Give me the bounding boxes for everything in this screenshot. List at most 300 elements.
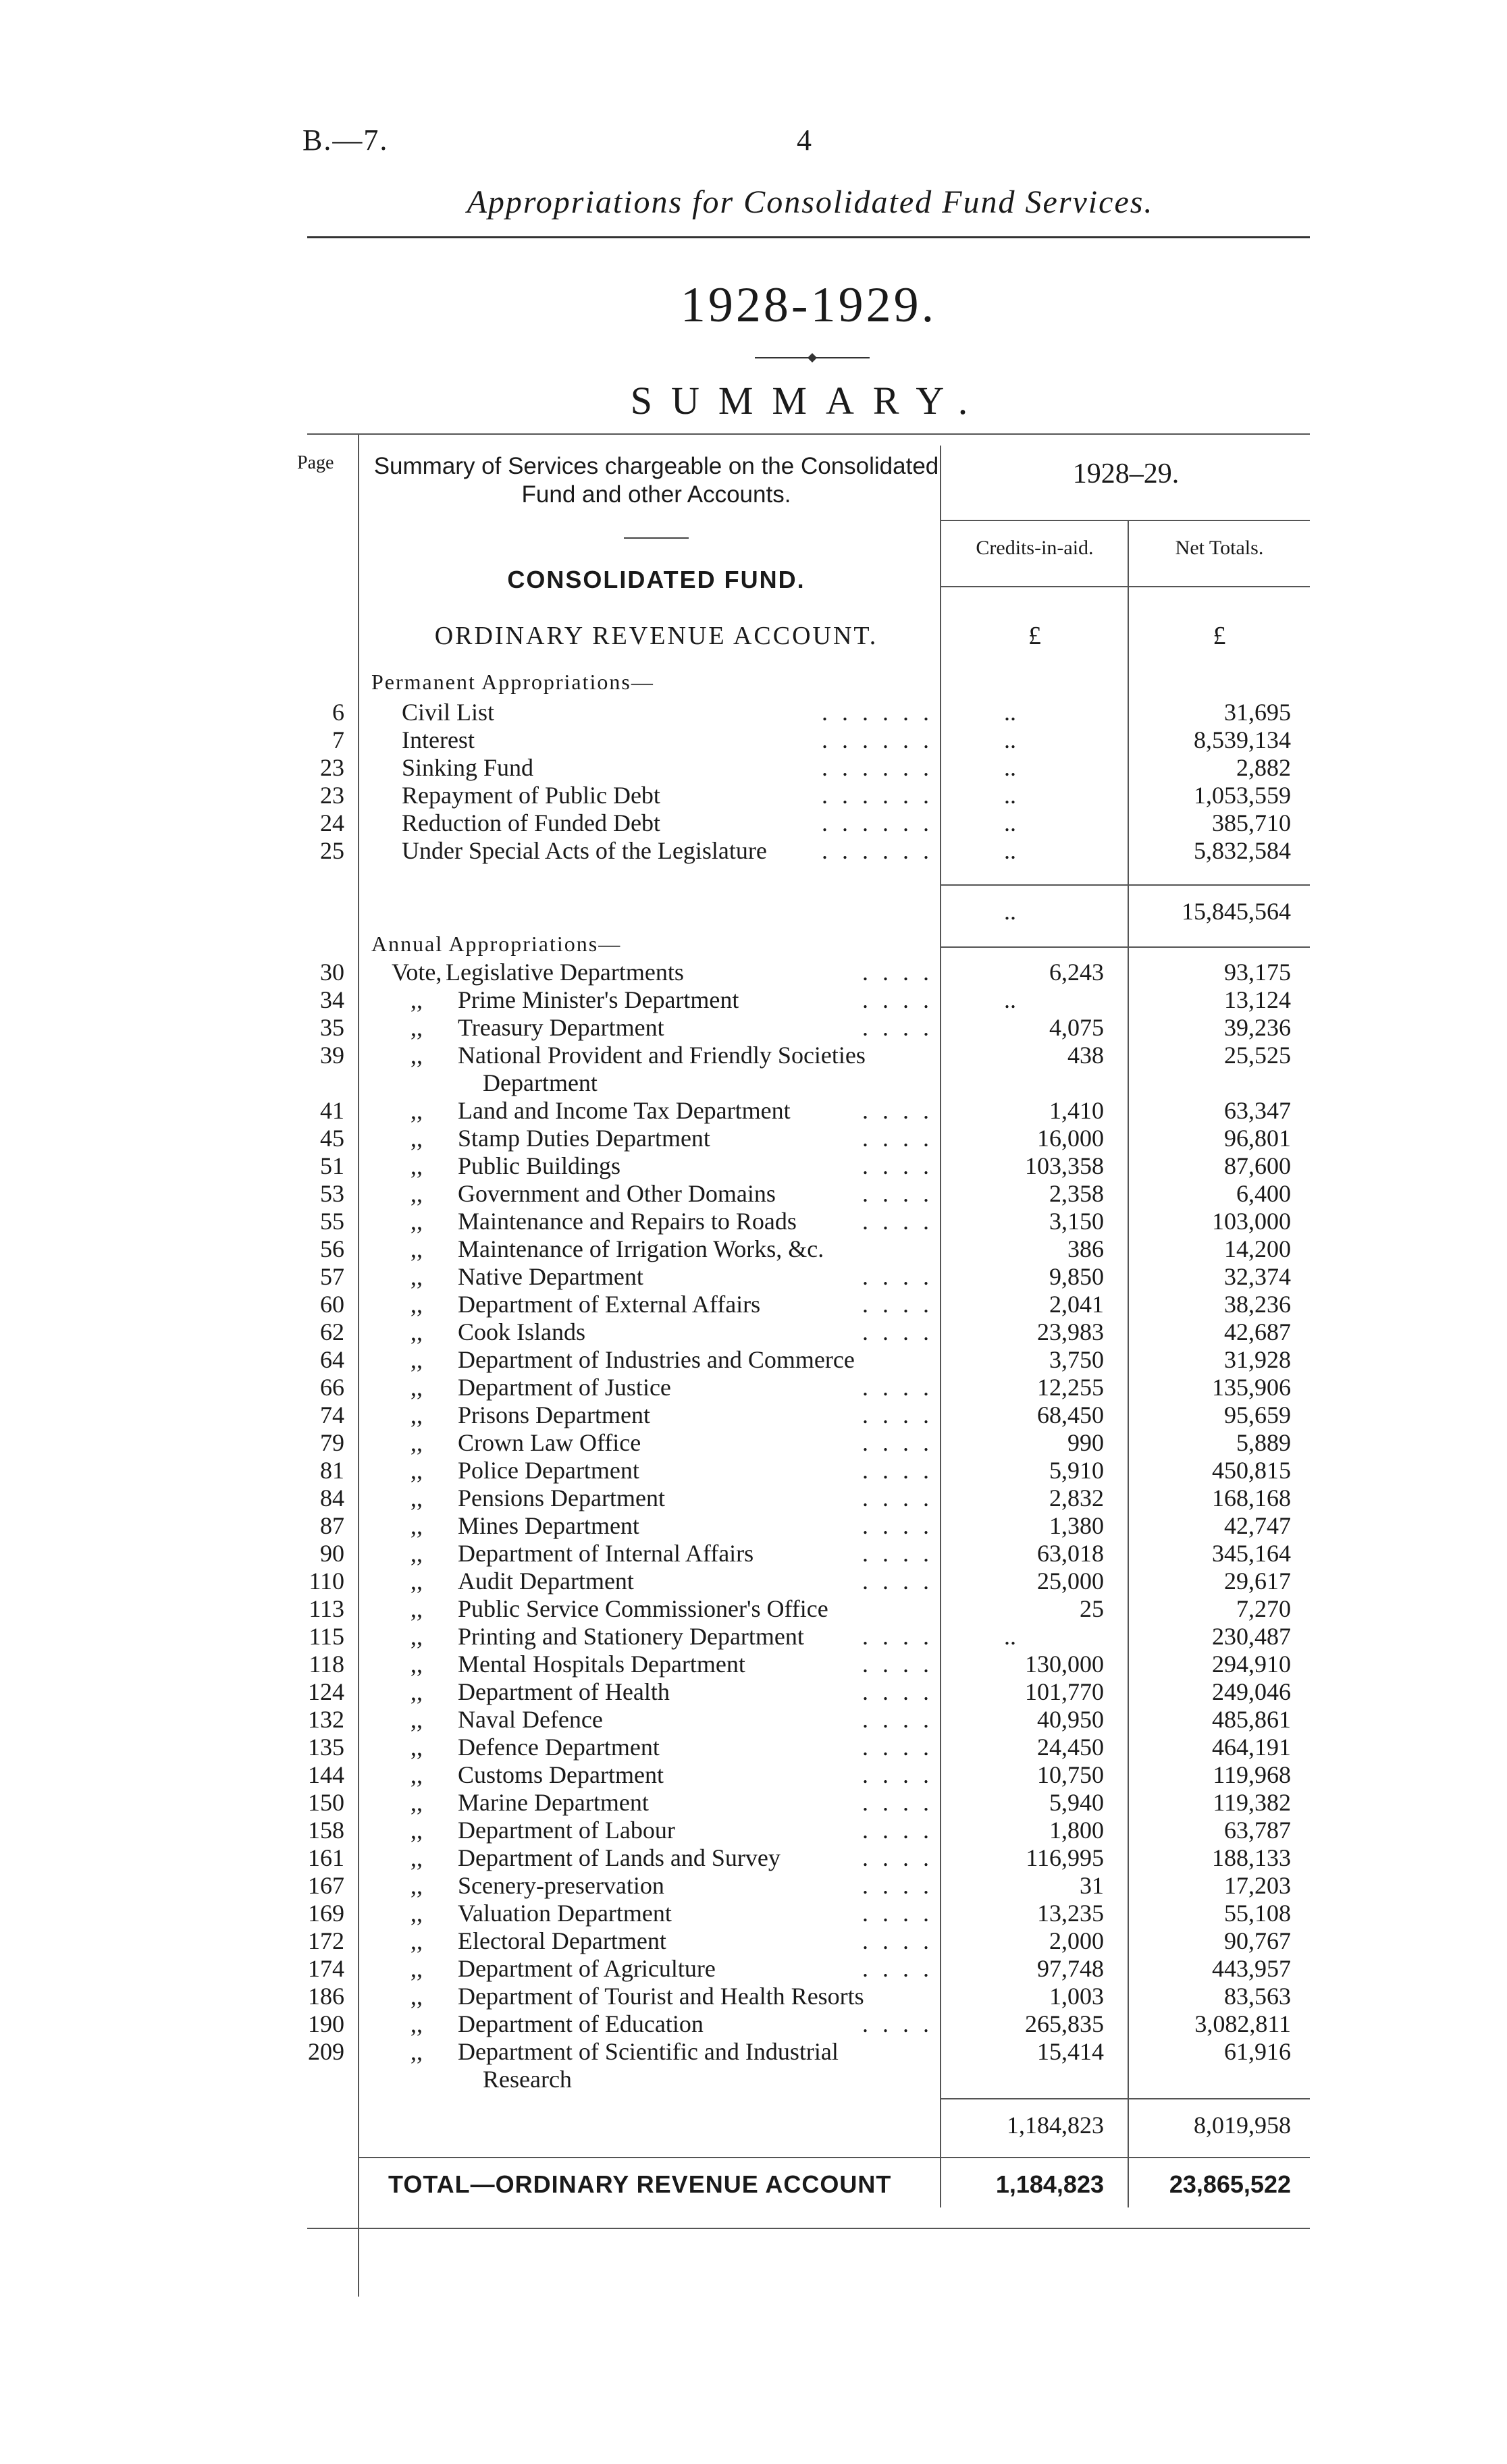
row-page: 167 [308,1872,344,1899]
row-description: Reduction of Funded Debt [402,809,660,836]
year-heading: 1928-1929. [680,277,937,333]
table-row [0,1457,1507,1484]
row-net: 464,191 [1212,1734,1291,1761]
credits-column-header: Credits-in-aid. [976,537,1094,559]
annual-subtotal-net: 8,019,958 [1194,2112,1291,2139]
ditto-mark: ,, [411,1761,423,1788]
row-net: 345,164 [1212,1540,1291,1567]
ditto-mark: ,, [411,1512,423,1539]
row-description: Department of Scientific and Industrial [458,2038,839,2065]
net-currency: £ [1213,622,1226,650]
row-credits: 990 [1067,1429,1104,1456]
table-row [0,1291,1507,1318]
annual-subtotal [0,2112,1507,2139]
row-net: 31,928 [1224,1346,1291,1373]
row-credits: 13,235 [1037,1900,1104,1927]
row-page: 24 [320,809,344,836]
row-description-continued: Research [483,2066,572,2093]
ditto-mark: ,, [411,1540,423,1567]
ditto-mark: ,, [411,986,423,1013]
ditto-mark: ,, [411,1872,423,1899]
row-credits: 116,995 [1026,1844,1104,1871]
row-leader-dots: . . . . [862,1429,933,1456]
row-description: Marine Department [458,1789,649,1816]
total-label: TOTAL—ORDINARY REVENUE ACCOUNT [388,2170,892,2198]
row-net: 188,133 [1212,1844,1291,1871]
row-net: 385,710 [1212,809,1291,836]
row-page: 118 [309,1651,344,1678]
description-heading: Summary of Services chargeable on the Consolidated Fund and other Accounts. [373,453,939,508]
row-page: 87 [320,1512,344,1539]
row-leader-dots: . . . . [862,1401,933,1428]
row-leader-dots: . . . . . . [822,699,933,726]
row-net: 294,910 [1212,1651,1291,1678]
row-leader-dots: . . . . [862,1678,933,1705]
row-net: 83,563 [1224,1983,1291,2010]
table-row [0,1678,1507,1706]
row-credits: .. [1004,699,1016,726]
table-row [0,1927,1507,1955]
annual-start-rule [940,946,1310,948]
row-description: Government and Other Domains [458,1180,776,1207]
row-page: 56 [320,1235,344,1262]
total-rule [358,2157,1310,2158]
row-leader-dots: . . . . [862,2010,933,2037]
row-description: Department of External Affairs [458,1291,761,1318]
row-page: 35 [320,1014,344,1041]
row-net: 1,053,559 [1194,782,1291,809]
row-page: 30 [320,959,344,986]
row-net: 25,525 [1224,1042,1291,1069]
row-description: Public Buildings [458,1152,621,1179]
row-description: Public Service Commissioner's Office [458,1595,828,1622]
row-net: 29,617 [1224,1568,1291,1595]
row-leader-dots: . . . . [862,1457,933,1484]
ditto-mark: ,, [411,2010,423,2037]
row-credits: 1,380 [1049,1512,1104,1539]
ditto-mark: ,, [411,1235,423,1262]
ditto-mark: ,, [411,1955,423,1982]
ditto-mark: ,, [411,1291,423,1318]
row-page: 62 [320,1318,344,1345]
table-row [0,1872,1507,1900]
row-leader-dots: . . . . [862,1734,933,1761]
row-leader-dots: . . . . [862,1844,933,1871]
row-credits: .. [1004,837,1016,864]
row-description: Defence Department [458,1734,660,1761]
row-net: 17,203 [1224,1872,1291,1899]
row-net: 8,539,134 [1194,726,1291,753]
table-row [0,1235,1507,1263]
row-description: Department of Lands and Survey [458,1844,781,1871]
row-credits: 6,243 [1049,959,1104,986]
table-row [0,726,1507,754]
row-credits: 103,358 [1025,1152,1104,1179]
permanent-subtotal [0,898,1507,926]
row-credits: 9,850 [1049,1263,1104,1290]
ditto-mark: ,, [411,1208,423,1235]
row-leader-dots: . . . . [862,959,933,986]
row-leader-dots: . . . . [862,1872,933,1899]
table-top-rule [307,433,1310,435]
row-description: Valuation Department [458,1900,672,1927]
row-credits: .. [1004,782,1016,809]
ditto-mark: ,, [411,1318,423,1345]
row-page: 74 [320,1401,344,1428]
row-page: 110 [309,1568,344,1595]
row-credits: 23,983 [1037,1318,1104,1345]
fund-heading: CONSOLIDATED FUND. [507,566,805,593]
row-net: 119,968 [1213,1761,1291,1788]
row-page: 7 [332,726,344,753]
row-net: 249,046 [1212,1678,1291,1705]
row-net: 168,168 [1212,1484,1291,1511]
row-page: 23 [320,782,344,809]
row-description: Treasury Department [458,1014,664,1041]
row-page: 161 [308,1844,344,1871]
ditto-mark: ,, [411,1457,423,1484]
row-credits: 3,750 [1049,1346,1104,1373]
table-row [0,1651,1507,1678]
row-description: Naval Defence [458,1706,603,1733]
row-leader-dots: . . . . [862,1512,933,1539]
ditto-mark: ,, [411,1983,423,2010]
row-description: Maintenance of Irrigation Works, &c. [458,1235,824,1262]
row-description: Police Department [458,1457,639,1484]
table-row [0,1374,1507,1401]
ditto-mark: ,, [411,1401,423,1428]
period-rule [940,520,1310,521]
row-description: Audit Department [458,1568,634,1595]
row-leader-dots: . . . . [862,1374,933,1401]
row-description: Mental Hospitals Department [458,1651,745,1678]
ditto-mark: ,, [411,1097,423,1124]
row-page: 172 [308,1927,344,1954]
row-leader-dots: . . . . [862,1568,933,1595]
ditto-mark: ,, [411,1014,423,1041]
table-row [0,809,1507,837]
permanent-subtotal-rule [940,884,1310,886]
row-description: Electoral Department [458,1927,666,1954]
row-leader-dots: . . . . [862,1706,933,1733]
page-column-label: Page [297,452,334,473]
row-description: Department of Tourist and Health Resorts [458,1983,864,2010]
row-description: Legislative Departments [446,959,684,986]
short-rule [624,537,689,539]
row-description: Printing and Stationery Department [458,1623,804,1650]
row-net: 6,400 [1236,1180,1291,1207]
table-row [0,1346,1507,1374]
row-description-continued: Department [483,1069,598,1096]
row-net: 14,200 [1224,1235,1291,1262]
period-heading: 1928–29. [1072,458,1180,489]
row-credits: 2,000 [1049,1927,1104,1954]
row-credits: 16,000 [1037,1125,1104,1152]
row-description: Interest [402,726,475,753]
row-description: Department of Health [458,1678,670,1705]
page-title: Appropriations for Consolidated Fund Services. [467,184,1154,220]
row-description: Department of Justice [458,1374,671,1401]
permanent-subtotal-net: 15,845,564 [1182,898,1291,925]
table-row [0,782,1507,809]
row-net: 5,889 [1236,1429,1291,1456]
row-description: Native Department [458,1263,643,1290]
row-credits: 40,950 [1037,1706,1104,1733]
row-credits: 5,940 [1049,1789,1104,1816]
row-description: Cook Islands [458,1318,585,1345]
row-net: 5,832,584 [1194,837,1291,864]
permanent-subtotal-credits: .. [1004,898,1016,925]
document-code: B.—7. [302,124,389,157]
row-credits: 68,450 [1037,1401,1104,1428]
table-row [0,1955,1507,1983]
table-row [0,1983,1507,2010]
row-page: 132 [308,1706,344,1733]
row-leader-dots: . . . . [862,1540,933,1567]
row-description: Department of Internal Affairs [458,1540,754,1567]
summary-heading: SUMMARY. [630,379,987,423]
row-credits: 386 [1067,1235,1104,1262]
ditto-mark: ,, [411,1817,423,1844]
table-row [0,986,1507,1014]
row-description: Pensions Department [458,1484,665,1511]
page-number: 4 [797,124,812,157]
row-credits: 1,410 [1049,1097,1104,1124]
row-net: 63,347 [1224,1097,1291,1124]
row-credits: .. [1004,726,1016,753]
ditto-mark: ,, [411,1789,423,1816]
ornament-divider-icon [755,351,870,365]
row-net: 63,787 [1224,1817,1291,1844]
row-net: 96,801 [1224,1125,1291,1152]
annual-heading: Annual Appropriations— [371,932,622,956]
row-leader-dots: . . . . [862,1761,933,1788]
table-bottom-rule [307,2228,1310,2229]
row-description: Customs Department [458,1761,664,1788]
row-net: 230,487 [1212,1623,1291,1650]
row-leader-dots: . . . . [862,1263,933,1290]
ditto-mark: ,, [411,1429,423,1456]
row-page: 84 [320,1484,344,1511]
table-row [0,1014,1507,1042]
ditto-mark: ,, [411,1900,423,1927]
row-credits: 2,041 [1049,1291,1104,1318]
row-net: 31,695 [1224,699,1291,726]
row-page: 57 [320,1263,344,1290]
row-description: Scenery-preservation [458,1872,664,1899]
row-page: 60 [320,1291,344,1318]
row-credits: 63,018 [1037,1540,1104,1567]
total-credits: 1,184,823 [995,2170,1104,2198]
vote-prefix: Vote, [392,959,442,986]
row-page: 150 [308,1789,344,1816]
table-row [0,1761,1507,1789]
table-row [0,1844,1507,1872]
credits-currency: £ [1028,622,1041,650]
table-row [0,1789,1507,1817]
row-page: 39 [320,1042,344,1069]
table-row [0,1568,1507,1595]
row-credits: .. [1004,986,1016,1013]
row-leader-dots: . . . . [862,1291,933,1318]
row-credits: .. [1004,754,1016,781]
ditto-mark: ,, [411,1927,423,1954]
row-page: 115 [309,1623,344,1650]
table-row [0,1512,1507,1540]
ditto-mark: ,, [411,1595,423,1622]
row-page: 25 [320,837,344,864]
row-credits: 1,800 [1049,1817,1104,1844]
row-page: 90 [320,1540,344,1567]
row-description: Stamp Duties Department [458,1125,710,1152]
row-leader-dots: . . . . . . [822,754,933,781]
table-row [0,754,1507,782]
row-net: 443,957 [1212,1955,1291,1982]
table-row [0,1125,1507,1152]
row-page: 81 [320,1457,344,1484]
row-description: Department of Industries and Commerce [458,1346,855,1373]
table-row [0,2010,1507,2038]
table-row [0,1208,1507,1235]
table-row [0,1484,1507,1512]
row-leader-dots: . . . . . . [822,782,933,809]
row-description: National Provident and Friendly Societies [458,1042,866,1069]
row-description: Mines Department [458,1512,639,1539]
row-net: 119,382 [1213,1789,1291,1816]
row-page: 186 [308,1983,344,2010]
row-description: Civil List [402,699,495,726]
row-leader-dots: . . . . [862,1152,933,1179]
ditto-mark: ,, [411,1678,423,1705]
row-credits: 31 [1080,1872,1104,1899]
table-row [0,1817,1507,1844]
row-credits: 438 [1067,1042,1104,1069]
table-row [0,1263,1507,1291]
row-credits: 1,003 [1049,1983,1104,2010]
row-description: Department of Agriculture [458,1955,716,1982]
table-row [0,1097,1507,1125]
row-credits: 24,450 [1037,1734,1104,1761]
row-page: 158 [308,1817,344,1844]
table-row [0,699,1507,726]
row-leader-dots: . . . . . . [822,809,933,836]
row-credits: 12,255 [1037,1374,1104,1401]
row-page: 209 [308,2038,344,2065]
row-leader-dots: . . . . [862,1651,933,1678]
total-net: 23,865,522 [1169,2170,1291,2198]
ditto-mark: ,, [411,1844,423,1871]
row-credits: 2,358 [1049,1180,1104,1207]
row-page: 169 [308,1900,344,1927]
row-leader-dots: . . . . [862,1789,933,1816]
ditto-mark: ,, [411,1651,423,1678]
row-leader-dots: . . . . [862,1208,933,1235]
row-page: 45 [320,1125,344,1152]
row-description: Under Special Acts of the Legislature [402,837,767,864]
row-net: 7,270 [1236,1595,1291,1622]
row-credits: 25,000 [1037,1568,1104,1595]
row-net: 93,175 [1224,959,1291,986]
row-leader-dots: . . . . . . [822,837,933,864]
row-leader-dots: . . . . [862,1318,933,1345]
row-leader-dots: . . . . [862,1125,933,1152]
table-row [0,1900,1507,1927]
row-net: 61,916 [1224,2038,1291,2065]
row-net: 95,659 [1224,1401,1291,1428]
row-leader-dots: . . . . [862,986,933,1013]
row-page: 64 [320,1346,344,1373]
row-page: 23 [320,754,344,781]
row-description: Land and Income Tax Department [458,1097,791,1124]
row-description: Maintenance and Repairs to Roads [458,1208,797,1235]
row-description: Prime Minister's Department [458,986,739,1013]
row-leader-dots: . . . . [862,1014,933,1041]
annual-subtotal-rule [940,2098,1310,2099]
permanent-heading: Permanent Appropriations— [371,670,654,694]
account-heading: ORDINARY REVENUE ACCOUNT. [434,622,878,650]
row-credits: 25 [1080,1595,1104,1622]
ditto-mark: ,, [411,1346,423,1373]
row-description: Sinking Fund [402,754,534,781]
ditto-mark: ,, [411,1623,423,1650]
table-row [0,1152,1507,1180]
ditto-mark: ,, [411,1706,423,1733]
row-net: 13,124 [1224,986,1291,1013]
row-description: Crown Law Office [458,1429,641,1456]
ditto-mark: ,, [411,1568,423,1595]
row-page: 190 [308,2010,344,2037]
table-row [0,1706,1507,1734]
row-leader-dots: . . . . [862,1097,933,1124]
row-net: 2,882 [1236,754,1291,781]
row-leader-dots: . . . . . . [822,726,933,753]
row-net: 42,747 [1224,1512,1291,1539]
ditto-mark: ,, [411,1042,423,1069]
row-net: 42,687 [1224,1318,1291,1345]
row-page: 124 [308,1678,344,1705]
ditto-mark: ,, [411,1374,423,1401]
row-page: 41 [320,1097,344,1124]
row-net: 3,082,811 [1194,2010,1291,2037]
row-page: 34 [320,986,344,1013]
row-net: 55,108 [1224,1900,1291,1927]
row-net: 87,600 [1224,1152,1291,1179]
table-row [0,1734,1507,1761]
row-leader-dots: . . . . [862,1927,933,1954]
table-row [0,1401,1507,1429]
row-page: 51 [320,1152,344,1179]
annual-subtotal-credits: 1,184,823 [1007,2112,1104,2139]
row-credits: 10,750 [1037,1761,1104,1788]
row-credits: 101,770 [1025,1678,1104,1705]
row-leader-dots: . . . . [862,1484,933,1511]
table-row [0,1180,1507,1208]
net-column-header: Net Totals. [1175,537,1264,559]
ditto-mark: ,, [411,1152,423,1179]
row-credits: 3,150 [1049,1208,1104,1235]
row-page: 144 [308,1761,344,1788]
row-credits: .. [1004,809,1016,836]
row-description: Department of Education [458,2010,704,2037]
table-row [0,1318,1507,1346]
table-row [0,2038,1507,2093]
row-credits: 2,832 [1049,1484,1104,1511]
row-page: 113 [309,1595,344,1622]
row-leader-dots: . . . . [862,1955,933,1982]
ditto-mark: ,, [411,1125,423,1152]
row-net: 39,236 [1224,1014,1291,1041]
row-credits: 97,748 [1037,1955,1104,1982]
